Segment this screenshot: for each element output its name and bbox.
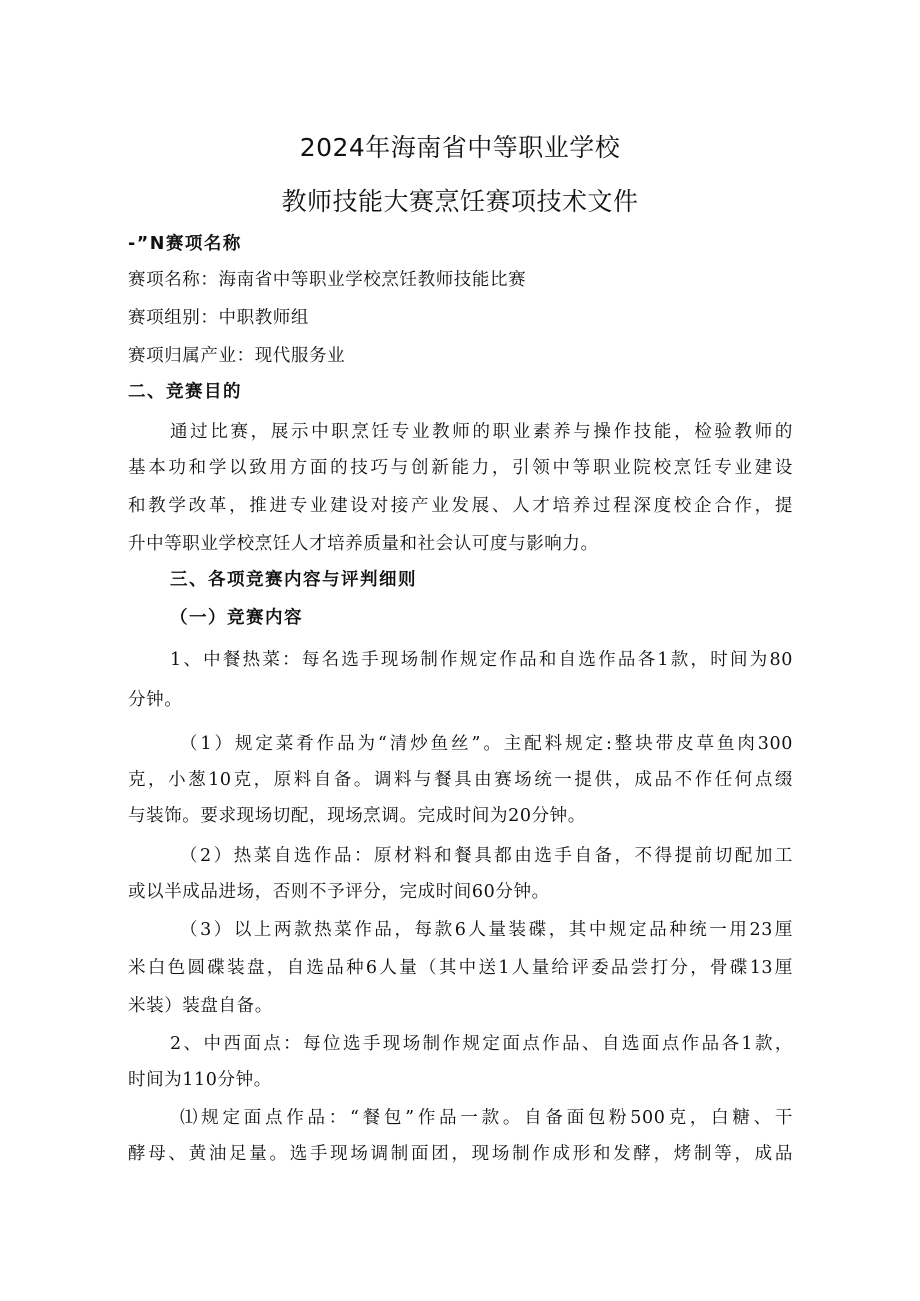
hot-dish-item-1-line-2: 克，小葱10克，原料自备。调料与餐具由赛场统一提供，成品不作任何点缀 <box>128 770 793 790</box>
hot-dish-paragraph-line-1: 1、中餐热菜：每名选手现场制作规定作品和自选作品各1款，时间为80 <box>170 650 793 670</box>
hot-dish-paragraph-line-2: 分钟。 <box>128 690 183 710</box>
hot-dish-item-2-line-2: 或以半成品进场，否则不予评分，完成时间60分钟。 <box>128 882 550 902</box>
hot-dish-item-2-line-1: （2）热菜自选作品：原材料和餐具都由选手自备，不得提前切配加工 <box>180 846 793 866</box>
document-title-line-2: 教师技能大赛烹饪赛项技术文件 <box>281 187 639 216</box>
pastry-paragraph-line-1: 2、中西面点：每位选手现场制作规定面点作品、自选面点作品各1款， <box>170 1034 793 1054</box>
item-group: 赛项组别：中职教师组 <box>128 308 309 328</box>
section-2-heading: 二、竞赛目的 <box>128 382 242 402</box>
pastry-paragraph-line-2: 时间为110分钟。 <box>128 1070 272 1090</box>
hot-dish-item-1-line-1: （1）规定菜肴作品为“清炒鱼丝”。主配料规定:整块带皮草鱼肉300 <box>180 734 793 754</box>
hot-dish-item-3-line-1: （3）以上两款热菜作品，每款6人量装碟，其中规定品种统一用23厘 <box>180 920 793 940</box>
subsection-1-heading: （一）竞赛内容 <box>170 608 303 628</box>
goal-paragraph-line-4: 升中等职业学校烹饪人才培养质量和社会认可度与影响力。 <box>128 534 599 554</box>
pastry-item-1-line-2: 酵母、黄油足量。选手现场调制面团，现场制作成形和发酵，烤制等，成品 <box>128 1144 793 1164</box>
item-name: 赛项名称：海南省中等职业学校烹饪教师技能比赛 <box>128 270 527 290</box>
document-title-line-1: 2024年海南省中等职业学校 <box>299 133 621 162</box>
goal-paragraph-line-1: 通过比赛，展示中职烹饪专业教师的职业素养与操作技能，检验教师的 <box>170 422 793 442</box>
hot-dish-item-3-line-2: 米白色圆碟装盘，自选品种6人量（其中送1人量给评委品尝打分，骨碟13厘 <box>128 958 793 978</box>
section-1-heading: -”N赛项名称 <box>128 234 242 254</box>
section-3-heading: 三、各项竞赛内容与评判细则 <box>170 570 417 590</box>
goal-paragraph-line-2: 基本功和学以致用方面的技巧与创新能力，引领中等职业院校烹饪专业建设 <box>128 458 793 478</box>
pastry-item-1-line-1: ⑴规定面点作品：“餐包”作品一款。自备面包粉500克，白糖、干 <box>180 1108 793 1128</box>
item-industry: 赛项归属产业：现代服务业 <box>128 346 346 366</box>
goal-paragraph-line-3: 和教学改革，推进专业建设对接产业发展、人才培养过程深度校企合作，提 <box>128 496 793 516</box>
hot-dish-item-3-line-3: 米装）装盘自备。 <box>128 996 273 1016</box>
hot-dish-item-1-line-3: 与装饰。要求现场切配，现场烹调。完成时间为20分钟。 <box>128 806 586 826</box>
